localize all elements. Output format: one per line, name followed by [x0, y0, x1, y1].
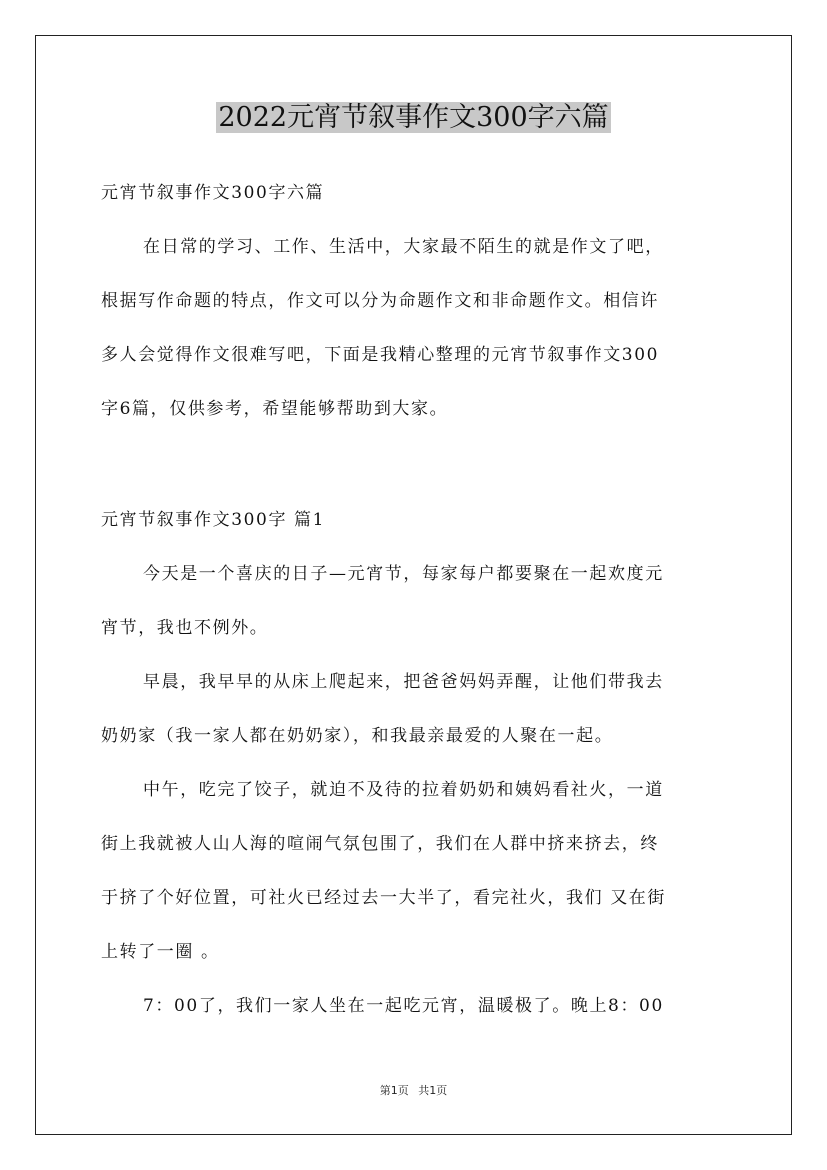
paragraph-line: 多人会觉得作文很难写吧，下面是我精心整理的元宵节叙事作文300: [101, 345, 660, 365]
document-subtitle: 元宵节叙事作文300字六篇: [101, 183, 325, 203]
document-title: [0, 96, 827, 140]
paragraph-line: 奶奶家（我一家人都在奶奶家），和我最亲最爱的人聚在一起。: [101, 726, 614, 746]
page-total: 共1页: [418, 1084, 448, 1097]
paragraph-line: 于挤了个好位置，可社火已经过去一大半了，看完社火，我们 又在街: [101, 888, 667, 908]
page-number: 第1页: [379, 1084, 409, 1097]
paragraph-line: 今天是一个喜庆的日子—元宵节，每家每户都要聚在一起欢度元: [143, 564, 664, 584]
document-body-section-1: [101, 493, 727, 1033]
paragraph-line: 根据写作命题的特点，作文可以分为命题作文和非命题作文。相信许: [101, 291, 659, 311]
document-title-text: 2022元宵节叙事作文300字六篇: [218, 102, 609, 133]
page-footer: [0, 1082, 827, 1100]
paragraph-line: 中午，吃完了饺子，就迫不及待的拉着奶奶和姨妈看社火，一道: [143, 780, 664, 800]
paragraph-line: 字6篇，仅供参考，希望能够帮助到大家。: [101, 399, 449, 419]
paragraph-line: 上转了一圈 。: [101, 942, 220, 962]
document-body-intro: [101, 166, 727, 436]
section-heading: 元宵节叙事作文300字 篇1: [101, 510, 326, 530]
paragraph-line: 街上我就被人山人海的喧闹气氛包围了，我们在人群中挤来挤去，终: [101, 834, 659, 854]
paragraph-line: 7：00了，我们一家人坐在一起吃元宵，温暖极了。晚上8：00: [143, 996, 664, 1016]
paragraph-line: 宵节，我也不例外。: [101, 618, 269, 638]
paragraph-line: 早晨，我早早的从床上爬起来，把爸爸妈妈弄醒，让他们带我去: [143, 672, 664, 692]
paragraph-line: 在日常的学习、工作、生活中，大家最不陌生的就是作文了吧，: [143, 237, 664, 257]
